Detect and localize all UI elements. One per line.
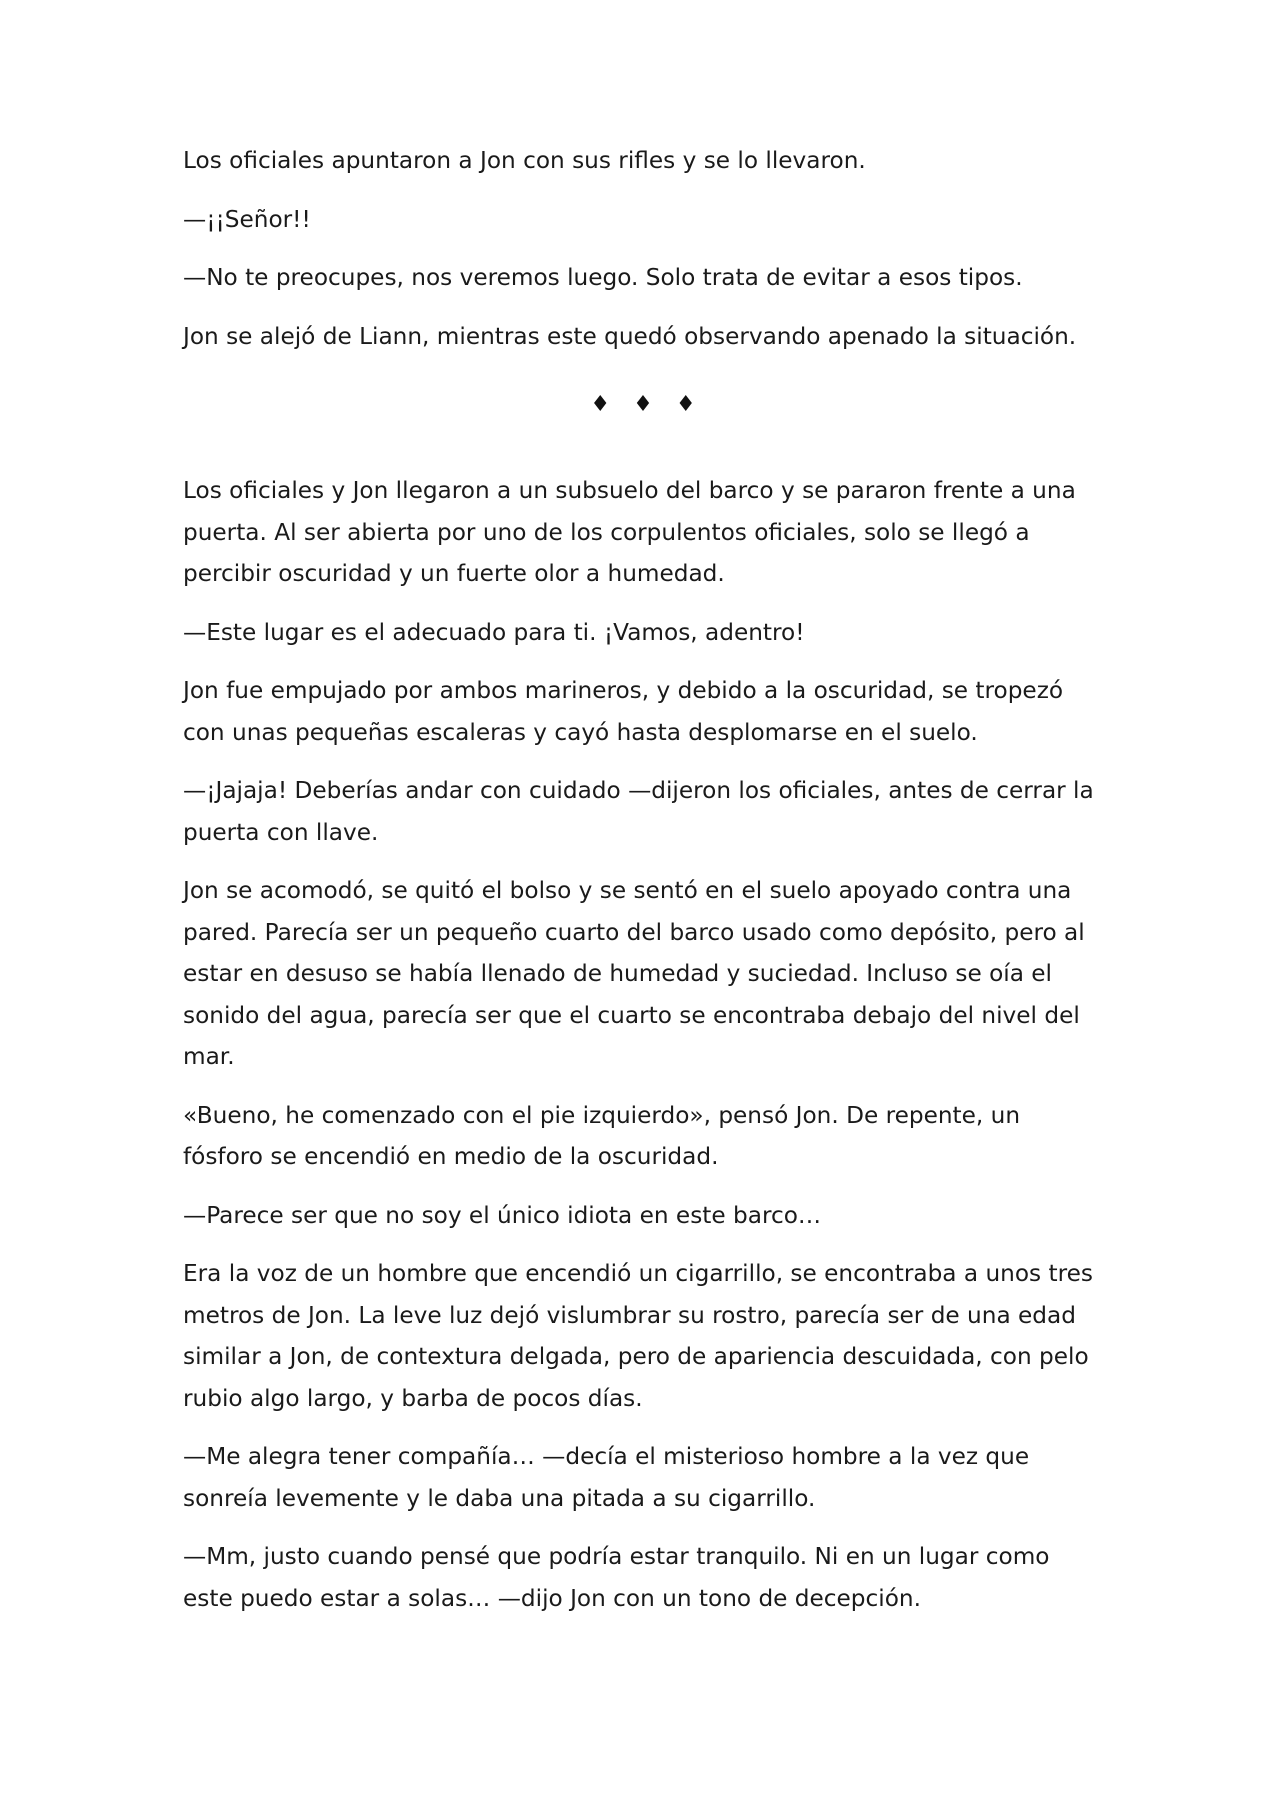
paragraph: «Bueno, he comenzado con el pie izquierdo», pensó Jon. De repente, un fósforo se encendió en medio de la oscuridad.: [183, 1101, 1021, 1170]
section-break-ornament: ♦ ♦ ♦: [590, 392, 704, 417]
paragraph: —¡Jajaja! Deberías andar con cuidado —dijeron los oficiales, antes de cerrar la puerta con llave.: [183, 777, 1094, 846]
page-body: [183, 140, 1103, 1636]
paragraph: —Mm, justo cuando pensé que podría estar tranquilo. Ni en un lugar como este puedo estar a solas… —dijo Jon con un tono de decepción.: [183, 1543, 1050, 1612]
paragraph: Era la voz de un hombre que encendió un cigarrillo, se encontraba a unos tres metros de Jon. La leve luz dejó vislumbrar su rostro, parecía ser de una edad similar a Jon, de contextura delgada, pero de apariencia descuidada, con pelo rubio algo largo, y barba de pocos días.: [183, 1260, 1093, 1412]
paragraph: —Me alegra tener compañía… —decía el misterioso hombre a la vez que sonreía levemente y le daba una pitada a su cigarrillo.: [183, 1443, 1030, 1512]
paragraph: —Este lugar es el adecuado para ti. ¡Vamos, adentro!: [183, 618, 805, 646]
paragraph: Los oficiales y Jon llegaron a un subsuelo del barco y se pararon frente a una puerta. Al ser abierta por uno de los corpulentos oficiales, solo se llegó a percibir oscuridad y un fuerte olor a humedad.: [183, 477, 1076, 587]
paragraph: Jon se alejó de Liann, mientras este quedó observando apenado la situación.: [183, 322, 1077, 350]
paragraph: —No te preocupes, nos veremos luego. Solo trata de evitar a esos tipos.: [183, 264, 1023, 291]
paragraph: Jon se acomodó, se quitó el bolso y se sentó en el suelo apoyado contra una pared. Parecía ser un pequeño cuarto del barco usado como depósito, pero al estar en desuso se había llenado de humedad y suciedad. Incluso se oía el sonido del agua, parecía ser que el cuarto se encontraba debajo del nivel del mar.: [183, 877, 1085, 1070]
paragraph: Los oficiales apuntaron a Jon con sus rifles y se lo llevaron.: [183, 147, 866, 174]
paragraph: Jon fue empujado por ambos marineros, y debido a la oscuridad, se tropezó con unas pequeñas escaleras y cayó hasta desplomarse en el suelo.: [183, 677, 1064, 746]
paragraph: —Parece ser que no soy el único idiota en este barco…: [183, 1201, 822, 1229]
paragraph: —¡¡Señor!!: [183, 205, 311, 233]
